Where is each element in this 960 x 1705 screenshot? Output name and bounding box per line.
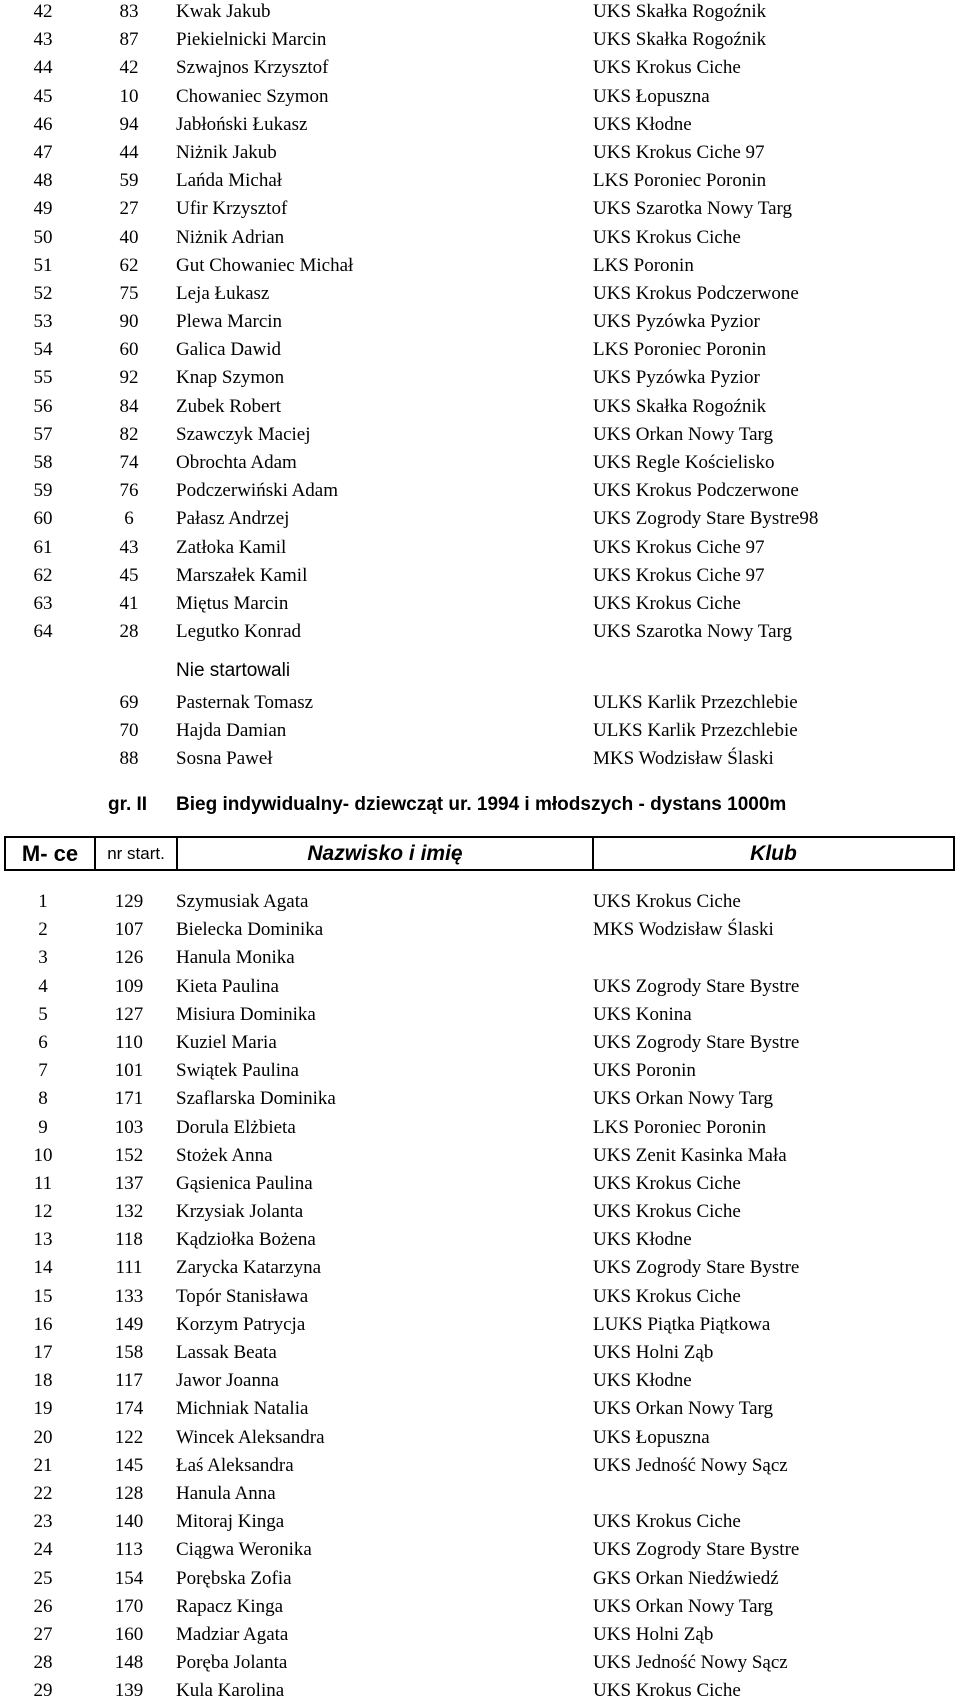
table-row [0, 252, 960, 280]
start-number-cell: 83 [119, 1, 139, 22]
name-cell: Swiątek Paulina [176, 1060, 299, 1082]
place-cell: 24 [33, 1539, 53, 1561]
name-cell: Podczerwiński Adam [176, 480, 339, 502]
start-number-cell: 44 [119, 141, 139, 163]
table-row [0, 308, 960, 336]
name-cell: Wincek Aleksandra [176, 1426, 325, 1448]
name-cell: Michniak Natalia [176, 1398, 309, 1420]
start-number-cell: 139 [114, 1680, 144, 1702]
header-name: Nazwisko i imię [178, 838, 594, 869]
name-cell: Topór Stanisława [176, 1285, 309, 1307]
place-cell: 11 [33, 1172, 53, 1194]
place-cell: 62 [33, 564, 53, 586]
table-row [0, 1452, 960, 1480]
table-row [0, 111, 960, 139]
start-number-cell: 129 [114, 891, 144, 912]
name-cell: Krzysiak Jolanta [176, 1201, 304, 1223]
club-cell: UKS Skałka Rogoźnik [593, 1, 767, 22]
table-row [0, 1001, 960, 1029]
place-cell: 50 [33, 226, 53, 248]
place-cell: 14 [33, 1257, 53, 1279]
place-cell: 5 [38, 1003, 48, 1025]
club-cell: UKS Skałka Rogoźnik [593, 395, 767, 417]
club-cell: UKS Krokus Ciche [593, 1201, 741, 1223]
table-row [0, 1536, 960, 1564]
name-cell: Zarycka Katarzyna [176, 1257, 322, 1279]
name-cell: Misiura Dominika [176, 1003, 316, 1025]
name-cell: Szwajnos Krzysztof [176, 57, 329, 79]
start-number-cell: 107 [114, 919, 144, 941]
start-number-cell: 148 [114, 1652, 144, 1674]
start-number-cell: 145 [114, 1454, 144, 1476]
start-number-cell: 6 [124, 508, 134, 530]
club-cell: UKS Krokus Ciche [593, 592, 741, 614]
start-number-cell: 42 [119, 57, 139, 79]
table-row [0, 1311, 960, 1339]
place-cell: 23 [33, 1511, 53, 1533]
place-cell: 54 [33, 339, 53, 361]
start-number-cell: 92 [119, 367, 139, 389]
table-row [0, 1565, 960, 1593]
results-table-girls [0, 888, 960, 1705]
table-row [0, 1114, 960, 1142]
table-row [0, 745, 960, 773]
club-cell: UKS Holni Ząb [593, 1342, 714, 1363]
place-cell: 26 [33, 1595, 53, 1617]
name-cell: Pasternak Tomasz [176, 692, 314, 713]
place-cell: 43 [33, 29, 53, 51]
name-cell: Plewa Marcin [176, 311, 283, 333]
header-start-number: nr start. [96, 838, 178, 869]
start-number-cell: 140 [114, 1511, 144, 1533]
name-cell: Madziar Agata [176, 1623, 289, 1645]
start-number-cell: 75 [119, 282, 139, 304]
table-row [0, 195, 960, 223]
place-cell: 12 [33, 1201, 53, 1223]
club-cell: UKS Krokus Ciche 97 [593, 141, 765, 163]
table-row [0, 888, 960, 916]
club-cell: UKS Jedność Nowy Sącz [593, 1652, 788, 1674]
start-number-cell: 137 [114, 1172, 144, 1194]
table-row [0, 1621, 960, 1649]
name-cell: Hanula Monika [176, 947, 295, 969]
start-number-cell: 101 [114, 1060, 144, 1082]
name-cell: Łaś Aleksandra [176, 1454, 294, 1476]
start-number-cell: 152 [114, 1144, 144, 1166]
place-cell: 17 [33, 1342, 53, 1363]
start-number-cell: 43 [119, 536, 139, 558]
start-number-cell: 128 [114, 1482, 144, 1504]
club-cell: UKS Krokus Ciche 97 [593, 564, 765, 586]
start-number-cell: 62 [119, 254, 139, 276]
name-cell: Zubek Robert [176, 395, 282, 417]
place-cell: 44 [33, 57, 53, 79]
club-cell: UKS Krokus Ciche [593, 1285, 741, 1307]
club-cell: UKS Kłodne [593, 1370, 692, 1392]
name-cell: Niżnik Jakub [176, 141, 277, 163]
place-cell: 10 [33, 1144, 53, 1166]
place-cell: 64 [33, 621, 53, 643]
place-cell: 56 [33, 395, 53, 417]
table-row [0, 1424, 960, 1452]
name-cell: Ufir Krzysztof [176, 198, 288, 220]
club-cell: UKS Krokus Ciche [593, 1680, 741, 1702]
club-cell: MKS Wodzisław Ślaski [593, 919, 774, 941]
club-cell: UKS Zogrody Stare Bystre [593, 1539, 800, 1561]
club-cell: ULKS Karlik Przezchlebie [593, 692, 798, 713]
club-cell: UKS Kłodne [593, 1229, 692, 1251]
table-row [0, 689, 960, 717]
start-number-cell: 28 [119, 621, 139, 643]
start-number-cell: 111 [115, 1257, 143, 1279]
not-started-list [0, 689, 960, 774]
table-row [0, 1198, 960, 1226]
table-row [0, 224, 960, 252]
name-cell: Leja Łukasz [176, 282, 270, 304]
table-row [0, 1339, 960, 1367]
start-number-cell: 70 [119, 720, 139, 742]
name-cell: Jabłoński Łukasz [176, 113, 308, 135]
table-row [0, 449, 960, 477]
place-cell: 13 [33, 1229, 53, 1251]
start-number-cell: 122 [114, 1426, 144, 1448]
place-cell: 9 [38, 1116, 48, 1138]
table-row [0, 1283, 960, 1311]
start-number-cell: 76 [119, 480, 139, 502]
start-number-cell: 40 [119, 226, 139, 248]
name-cell: Jawor Joanna [176, 1370, 279, 1392]
name-cell: Szawczyk Maciej [176, 423, 311, 445]
start-number-cell: 60 [119, 339, 139, 361]
start-number-cell: 27 [119, 198, 139, 220]
place-cell: 16 [33, 1313, 53, 1335]
place-cell: 21 [33, 1454, 53, 1476]
club-cell: UKS Zogrody Stare Bystre [593, 1257, 800, 1279]
club-cell: UKS Orkan Nowy Targ [593, 1595, 774, 1617]
table-row [0, 0, 960, 26]
name-cell: Lassak Beata [176, 1342, 277, 1363]
place-cell: 45 [33, 85, 53, 107]
place-cell: 7 [38, 1060, 48, 1082]
place-cell: 15 [33, 1285, 53, 1307]
table-header [4, 836, 955, 871]
club-cell: UKS Pyzówka Pyzior [593, 367, 760, 389]
place-cell: 57 [33, 423, 53, 445]
start-number-cell: 10 [119, 85, 139, 107]
table-row [0, 618, 960, 646]
club-cell: UKS Zogrody Stare Bystre98 [593, 508, 819, 530]
name-cell: Miętus Marcin [176, 592, 289, 614]
start-number-cell: 88 [119, 748, 139, 770]
club-cell: LKS Poroniec Poronin [593, 170, 767, 192]
place-cell: 59 [33, 480, 53, 502]
table-row [0, 1649, 960, 1677]
club-cell: UKS Konina [593, 1003, 692, 1025]
name-cell: Hajda Damian [176, 720, 287, 742]
name-cell: Zatłoka Kamil [176, 536, 287, 558]
club-cell: UKS Krokus Ciche [593, 1511, 741, 1533]
name-cell: Porębska Zofia [176, 1567, 292, 1589]
name-cell: Kula Karolina [176, 1680, 285, 1702]
place-cell: 8 [38, 1088, 48, 1110]
club-cell: UKS Skałka Rogoźnik [593, 29, 767, 51]
name-cell: Gąsienica Paulina [176, 1172, 313, 1194]
club-cell: UKS Łopuszna [593, 1426, 710, 1448]
start-number-cell: 94 [119, 113, 139, 135]
place-cell: 42 [33, 1, 53, 22]
table-row [0, 1677, 960, 1705]
table-row [0, 1508, 960, 1536]
start-number-cell: 132 [114, 1201, 144, 1223]
place-cell: 49 [33, 198, 53, 220]
place-cell: 1 [38, 891, 48, 912]
name-cell: Obrochta Adam [176, 452, 297, 473]
header-club: Klub [750, 842, 797, 865]
results-table-boys [0, 0, 960, 646]
table-row [0, 505, 960, 533]
club-cell: LKS Poroniec Poronin [593, 1116, 767, 1138]
table-row [0, 1085, 960, 1113]
start-number-cell: 103 [114, 1116, 144, 1138]
name-cell: Dorula Elżbieta [176, 1116, 296, 1138]
name-cell: Korzym Patrycja [176, 1313, 306, 1335]
start-number-cell: 117 [115, 1370, 143, 1392]
table-row [0, 139, 960, 167]
place-cell: 22 [33, 1482, 53, 1504]
name-cell: Pałasz Andrzej [176, 508, 290, 530]
place-cell: 19 [33, 1398, 53, 1420]
place-cell: 20 [33, 1426, 53, 1448]
club-cell: UKS Zenit Kasinka Mała [593, 1144, 787, 1166]
start-number-cell: 45 [119, 564, 139, 586]
club-cell: UKS Krokus Podczerwone [593, 480, 799, 502]
name-cell: Ciągwa Weronika [176, 1539, 312, 1561]
place-cell: 3 [38, 947, 48, 969]
start-number-cell: 149 [114, 1313, 144, 1335]
start-number-cell: 109 [114, 975, 144, 997]
club-cell: LUKS Piątka Piątkowa [593, 1313, 771, 1335]
club-cell: LKS Poroniec Poronin [593, 339, 767, 361]
table-row [0, 1226, 960, 1254]
table-row [0, 1254, 960, 1282]
table-row [0, 26, 960, 54]
name-cell: Niżnik Adrian [176, 226, 285, 248]
place-cell: 51 [33, 254, 53, 276]
place-cell: 6 [38, 1031, 48, 1053]
table-row [0, 973, 960, 1001]
table-row [0, 1367, 960, 1395]
place-cell: 55 [33, 367, 53, 389]
start-number-cell: 41 [119, 592, 139, 614]
club-cell: UKS Regle Kościelisko [593, 452, 775, 473]
place-cell: 29 [33, 1680, 53, 1702]
club-cell: MKS Wodzisław Ślaski [593, 748, 774, 770]
name-cell: Bielecka Dominika [176, 919, 324, 941]
club-cell: UKS Krokus Podczerwone [593, 282, 799, 304]
club-cell: UKS Szarotka Nowy Targ [593, 198, 793, 220]
start-number-cell: 87 [119, 29, 139, 51]
name-cell: Kwak Jakub [176, 1, 271, 22]
start-number-cell: 110 [115, 1031, 143, 1053]
club-cell: UKS Szarotka Nowy Targ [593, 621, 793, 643]
start-number-cell: 170 [114, 1595, 144, 1617]
place-cell: 48 [33, 170, 53, 192]
place-cell: 46 [33, 113, 53, 135]
table-row [0, 54, 960, 82]
table-row [0, 421, 960, 449]
name-cell: Stożek Anna [176, 1144, 273, 1166]
club-cell: ULKS Karlik Przezchlebie [593, 720, 798, 742]
table-row [0, 1395, 960, 1423]
table-row [0, 1170, 960, 1198]
name-cell: Kieta Paulina [176, 975, 279, 997]
table-row [0, 280, 960, 308]
table-row [0, 1142, 960, 1170]
name-cell: Szaflarska Dominika [176, 1088, 336, 1110]
club-cell: UKS Krokus Ciche 97 [593, 536, 765, 558]
club-cell: UKS Holni Ząb [593, 1623, 714, 1645]
name-cell: Mitoraj Kinga [176, 1511, 285, 1533]
table-row [0, 336, 960, 364]
club-cell: LKS Poronin [593, 254, 694, 276]
start-number-cell: 174 [114, 1398, 144, 1420]
start-number-cell: 154 [114, 1567, 144, 1589]
table-row [0, 916, 960, 944]
club-cell: UKS Poronin [593, 1060, 696, 1082]
club-cell: UKS Krokus Ciche [593, 891, 741, 912]
start-number-cell: 127 [114, 1003, 144, 1025]
table-row [0, 1480, 960, 1508]
start-number-cell: 171 [114, 1088, 144, 1110]
name-cell: Kądziołka Bożena [176, 1229, 316, 1251]
name-cell: Galica Dawid [176, 339, 281, 361]
group-title: Bieg indywidualny- dziewcząt ur. 1994 i młodszych - dystans 1000m [176, 794, 787, 815]
table-row [0, 393, 960, 421]
place-cell: 27 [33, 1623, 53, 1645]
table-row [0, 83, 960, 111]
start-number-cell: 133 [114, 1285, 144, 1307]
start-number-cell: 126 [114, 947, 144, 969]
club-cell: UKS Orkan Nowy Targ [593, 1088, 774, 1110]
club-cell: UKS Jedność Nowy Sącz [593, 1454, 788, 1476]
start-number-cell: 90 [119, 311, 139, 333]
start-number-cell: 74 [119, 452, 139, 473]
name-cell: Chowaniec Szymon [176, 85, 329, 107]
place-cell: 25 [33, 1567, 53, 1589]
header-place: M- ce [6, 838, 96, 869]
place-cell: 58 [33, 452, 53, 473]
name-cell: Kuziel Maria [176, 1031, 277, 1053]
table-row [0, 1029, 960, 1057]
start-number-cell: 59 [119, 170, 139, 192]
start-number-cell: 82 [119, 423, 139, 445]
club-cell: GKS Orkan Niedźwiedź [593, 1567, 779, 1589]
name-cell: Marszałek Kamil [176, 564, 308, 586]
place-cell: 47 [33, 141, 53, 163]
name-cell: Knap Szymon [176, 367, 285, 389]
club-cell: UKS Krokus Ciche [593, 226, 741, 248]
table-row [0, 1057, 960, 1085]
start-number-cell: 118 [115, 1229, 143, 1251]
club-cell: UKS Łopuszna [593, 85, 710, 107]
table-row [0, 590, 960, 618]
group-label: gr. II [108, 794, 148, 815]
place-cell: 60 [33, 508, 53, 530]
name-cell: Hanula Anna [176, 1482, 276, 1504]
place-cell: 63 [33, 592, 53, 614]
place-cell: 18 [33, 1370, 53, 1392]
start-number-cell: 160 [114, 1623, 144, 1645]
table-row [0, 944, 960, 972]
club-cell: UKS Orkan Nowy Targ [593, 1398, 774, 1420]
club-cell: UKS Pyzówka Pyzior [593, 311, 760, 333]
name-cell: Gut Chowaniec Michał [176, 254, 354, 276]
name-cell: Sosna Paweł [176, 748, 273, 770]
start-number-cell: 84 [119, 395, 139, 417]
club-cell: UKS Krokus Ciche [593, 57, 741, 79]
club-cell: UKS Zogrody Stare Bystre [593, 1031, 800, 1053]
name-cell: Poręba Jolanta [176, 1652, 288, 1674]
table-row [0, 717, 960, 745]
table-row [0, 1593, 960, 1621]
place-cell: 4 [38, 975, 48, 997]
table-row [0, 534, 960, 562]
place-cell: 52 [33, 282, 53, 304]
name-cell: Legutko Konrad [176, 621, 302, 643]
table-row [0, 167, 960, 195]
place-cell: 28 [33, 1652, 53, 1674]
club-cell: UKS Orkan Nowy Targ [593, 423, 774, 445]
place-cell: 61 [33, 536, 53, 558]
club-cell: UKS Zogrody Stare Bystre [593, 975, 800, 997]
start-number-cell: 158 [114, 1342, 144, 1363]
table-row [0, 562, 960, 590]
name-cell: Piekielnicki Marcin [176, 29, 327, 51]
not-started-label: Nie startowali [176, 660, 291, 681]
club-cell: UKS Kłodne [593, 113, 692, 135]
name-cell: Lańda Michał [176, 170, 283, 192]
table-row [0, 477, 960, 505]
name-cell: Rapacz Kinga [176, 1595, 284, 1617]
place-cell: 53 [33, 311, 53, 333]
table-row [0, 364, 960, 392]
club-cell: UKS Krokus Ciche [593, 1172, 741, 1194]
start-number-cell: 113 [115, 1539, 143, 1561]
start-number-cell: 69 [119, 692, 139, 713]
place-cell: 2 [38, 919, 48, 941]
name-cell: Szymusiak Agata [176, 891, 309, 912]
